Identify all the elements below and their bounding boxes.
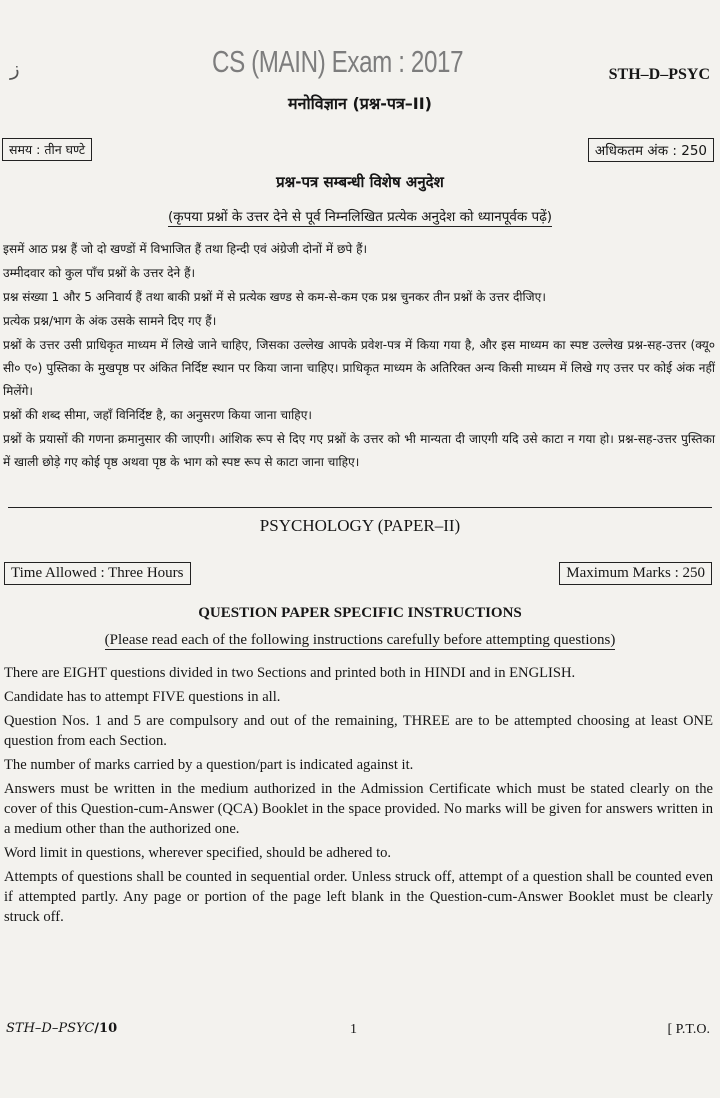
instructions-list-hindi — [3, 238, 715, 475]
instruction-hindi: उम्मीदवार को कुल पाँच प्रश्नों के उत्तर देने हैं। — [3, 266, 196, 280]
footer-code-text: STH–D–PSYC — [6, 1021, 95, 1036]
footer-paper-code — [6, 1021, 117, 1036]
instruction-english: Attempts of questions shall be counted in sequential order. Unless struck off, attempt of a question shall be counted even if attempted partly. Any page or portion of the page left blank in the Question-cum-Answer Booklet must be clearly struck off. — [4, 869, 713, 925]
instruction-hindi: प्रत्येक प्रश्न/भाग के अंक उसके सामने दिए गए हैं। — [3, 314, 217, 328]
instruction-english: Question Nos. 1 and 5 are compulsory and out of the remaining, THREE are to be attempted choosing at least ONE question from each Section. — [4, 713, 713, 749]
instructions-note-english-text: (Please read each of the following instructions carefully before attempting questions) — [104, 632, 616, 648]
instructions-heading-english: QUESTION PAPER SPECIFIC INSTRUCTIONS — [198, 605, 522, 621]
footer-code-suffix: /10 — [94, 1021, 118, 1036]
pto-label: [ P.T.O. — [667, 1022, 710, 1037]
instruction-english: Word limit in questions, wherever specified, should be adhered to. — [4, 845, 392, 861]
page-number: 1 — [350, 1022, 357, 1037]
subject-title-english: PSYCHOLOGY (PAPER–II) — [259, 516, 461, 535]
time-allowed-hindi: समय : तीन घण्टे — [2, 138, 92, 161]
max-marks-english: Maximum Marks : 250 — [559, 562, 712, 585]
corner-mark: ز — [10, 56, 20, 80]
instruction-english: There are EIGHT questions divided in two Sections and printed both in HINDI and in ENGLISH. — [4, 665, 576, 681]
time-allowed-english: Time Allowed : Three Hours — [4, 562, 191, 585]
instruction-english: Answers must be written in the medium authorized in the Admission Certificate which must be stated clearly on the cover of this Question-cum-Answer (QCA) Booklet in the space provided. No marks will be given for answers written in a medium other than the authorized one. — [4, 781, 713, 837]
instruction-hindi: प्रश्नों के प्रयासों की गणना क्रमानुसार की जाएगी। आंशिक रूप से दिए गए प्रश्नों के उत्तर को भी मान्यता दी जाएगी यदि उसे काटा न गया हो। प्रश्न-सह-उत्तर पुस्तिका में खाली छोड़े गए कोई पृष्ठ अथवा पृष्ठ के भाग को स्पष्ट रूप से काटा जाना चाहिए। — [3, 432, 715, 469]
instruction-hindi: प्रश्न संख्या 1 और 5 अनिवार्य हैं तथा बाकी प्रश्नों में से प्रत्येक खण्ड से कम-से-कम एक प्रश्न चुनकर तीन प्रश्नों के उत्तर दीजिए। — [3, 290, 546, 304]
instructions-heading-hindi: प्रश्न-पत्र सम्बन्धी विशेष अनुदेश — [276, 173, 444, 191]
instruction-hindi: प्रश्नों की शब्द सीमा, जहाँ विनिर्दिष्ट है, का अनुसरण किया जाना चाहिए। — [3, 408, 312, 422]
instruction-english: Candidate has to attempt FIVE questions in all. — [4, 689, 281, 705]
instruction-hindi: इसमें आठ प्रश्न हैं जो दो खण्डों में विभाजित हैं तथा हिन्दी एवं अंग्रेजी दोनों में छपे हैं। — [3, 242, 368, 256]
max-marks-hindi: अधिकतम अंक : 250 — [588, 138, 714, 162]
instruction-english: The number of marks carried by a question/part is indicated against it. — [4, 757, 414, 773]
instructions-note-hindi-text: (कृपया प्रश्नों के उत्तर देने से पूर्व निम्नलिखित प्रत्येक अनुदेश को ध्यानपूर्वक पढ़ें) — [167, 209, 553, 225]
instructions-note-english — [0, 632, 720, 649]
exam-stamp: CS (MAIN) Exam : 2017 — [212, 44, 464, 79]
instructions-note-hindi — [0, 207, 720, 225]
section-divider — [8, 507, 712, 508]
paper-code: STH–D–PSYC — [608, 66, 710, 83]
subject-title-hindi: मनोविज्ञान (प्रश्न-पत्र–II) — [288, 94, 432, 113]
instructions-list-english — [4, 663, 713, 931]
instruction-hindi: प्रश्नों के उत्तर उसी प्राधिकृत माध्यम में लिखे जाने चाहिए, जिसका उल्लेख आपके प्रवेश-पत्र में किया गया है, और इस माध्यम का स्पष्ट उल्लेख प्रश्न-सह-उत्तर (क्यू० सी० ए०) पुस्तिका के मुखपृष्ठ पर अंकित निर्दिष्ट स्थान पर किया जाना चाहिए। प्राधिकृत माध्यम के अतिरिक्त अन्य किसी माध्यम में लिखे गए उत्तर पर कोई अंक नहीं मिलेंगे। — [3, 338, 715, 398]
